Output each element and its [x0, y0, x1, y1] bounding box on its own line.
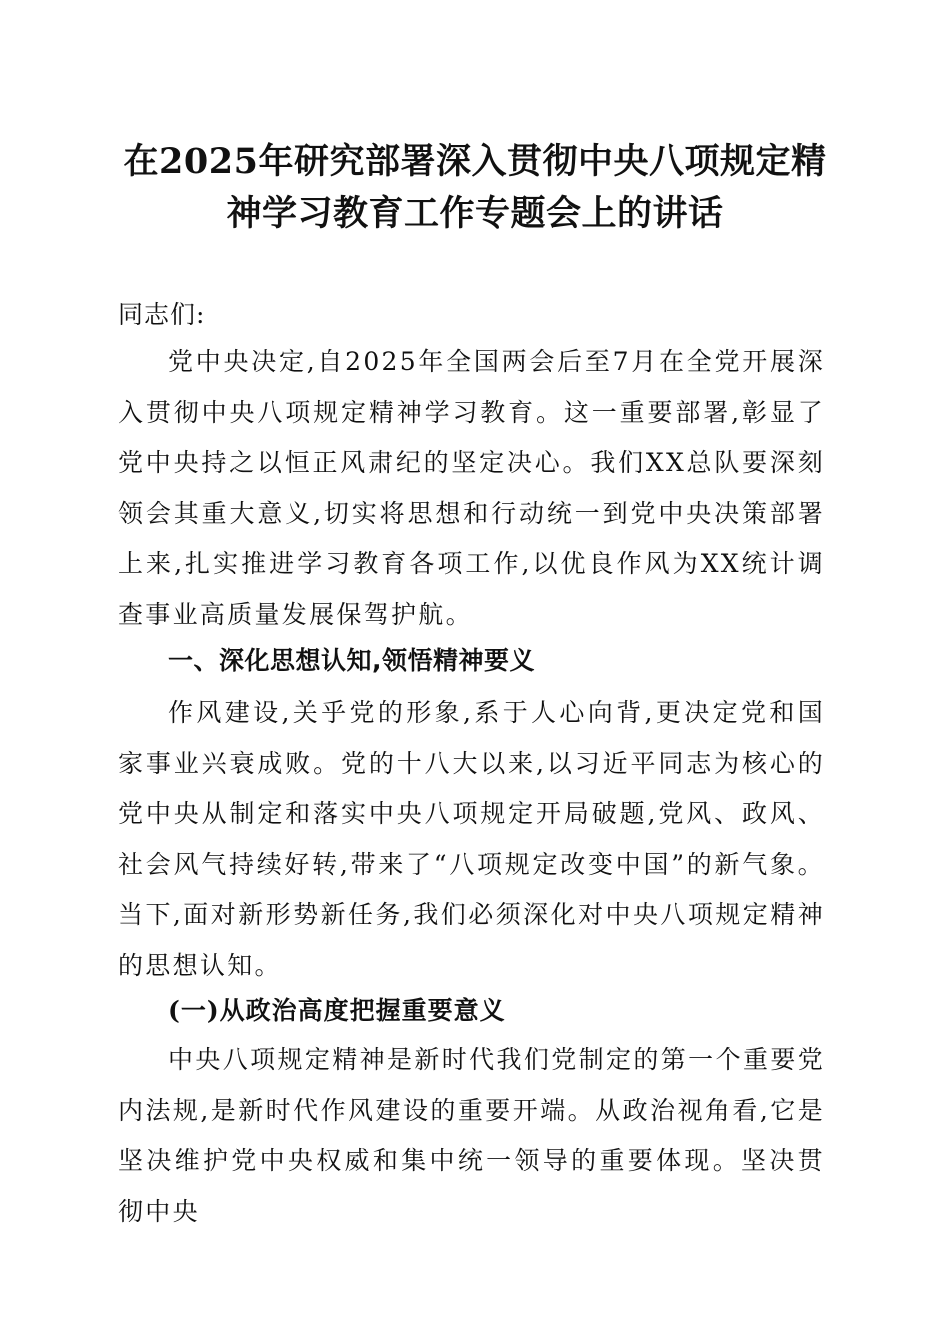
paragraph-subsection-1: 中央八项规定精神是新时代我们党制定的第一个重要党内法规,是新时代作风建设的重要开端。从政治视角看,它是坚决维护党中央权威和集中统一领导的重要体现。坚决贯彻中央	[118, 1045, 825, 1226]
paragraph-intro: 党中央决定,自2025年全国两会后至7月在全党开展深入贯彻中央八项规定精神学习教育。这一重要部署,彰显了党中央持之以恒正风肃纪的坚定决心。我们XX总队要深刻领会其重大意义,切实将思想和行动统一到党中央决策部署上来,扎实推进学习教育各项工作,以优良作风为XX统计调查事业高质量发展保驾护航。	[118, 347, 825, 629]
paragraph-section-1: 作风建设,关乎党的形象,系于人心向背,更决定党和国家事业兴衰成败。党的十八大以来,以习近平同志为核心的党中央从制定和落实中央八项规定开局破题,党风、政风、社会风气持续好转,带来了“八项规定改变中国”的新气象。当下,面对新形势新任务,我们必须深化对中央八项规定精神的思想认知。	[118, 698, 825, 980]
subsection-heading-1: (一)从政治高度把握重要意义	[168, 996, 506, 1025]
document-title: 在2025年研究部署深入贯彻中央八项规定精神学习教育工作专题会上的讲话	[123, 141, 827, 234]
section-heading-1: 一、深化思想认知,领悟精神要义	[168, 646, 535, 675]
salutation: 同志们:	[118, 300, 206, 329]
